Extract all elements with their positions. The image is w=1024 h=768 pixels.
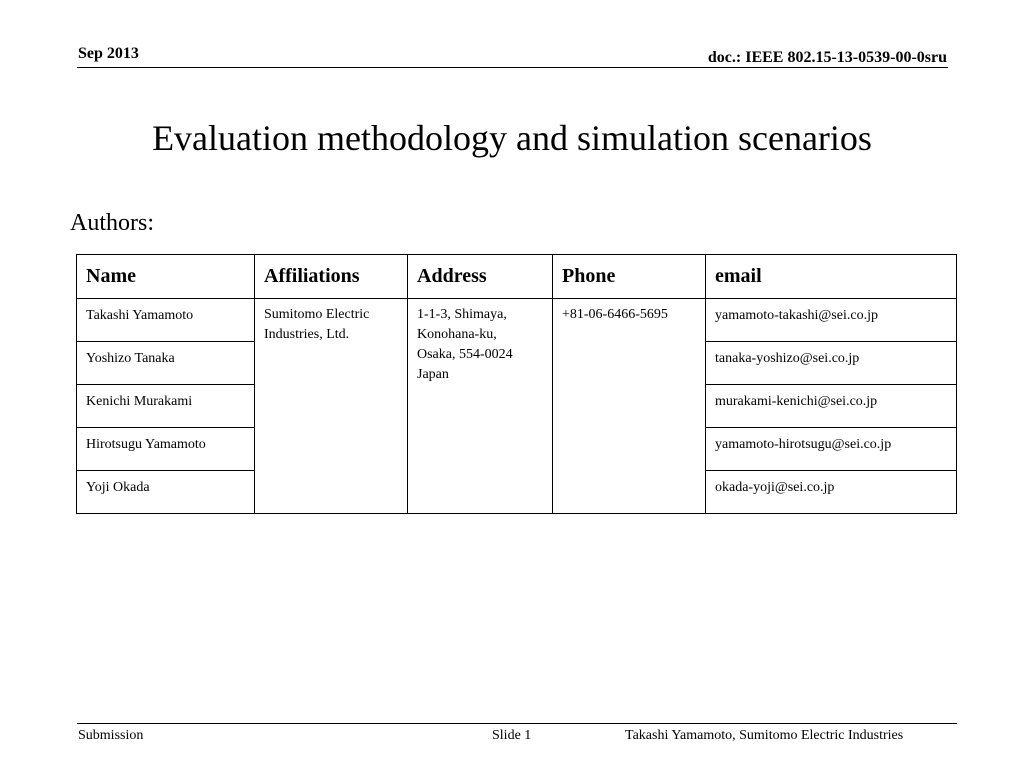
author-email: okada-yoji@sei.co.jp [706,471,957,514]
address-line: 1-1-3, Shimaya, [417,307,507,322]
column-header-name: Name [77,255,255,299]
address-line: Japan [417,367,449,382]
author-name: Takashi Yamamoto [77,299,255,342]
authors-table [76,254,957,514]
author-name: Yoji Okada [77,471,255,514]
author-email: yamamoto-hirotsugu@sei.co.jp [706,428,957,471]
slide-title: Evaluation methodology and simulation scenarios [152,118,872,158]
footer-author: Takashi Yamamoto, Sumitomo Electric Industries [625,728,904,743]
footer-slide-number: Slide 1 [492,728,532,743]
author-email: murakami-kenichi@sei.co.jp [706,385,957,428]
author-name: Yoshizo Tanaka [77,342,255,385]
affiliation-cell: Sumitomo Electric Industries, Ltd. [255,299,408,514]
author-name: Kenichi Murakami [77,385,255,428]
header-divider [77,67,948,68]
header-doc-id: doc.: IEEE 802.15-13-0539-00-0sru [707,49,947,66]
column-header-phone: Phone [553,255,706,299]
authors-label: Authors: [70,210,154,236]
author-email: yamamoto-takashi@sei.co.jp [706,299,957,342]
table-row [77,299,957,342]
column-header-affiliations: Affiliations [255,255,408,299]
address-line: Konohana-ku, [417,327,497,342]
column-header-address: Address [408,255,553,299]
footer-divider [77,723,957,724]
footer-submission: Submission [78,728,144,743]
phone-cell: +81-06-6466-5695 [553,299,706,514]
header-date: Sep 2013 [78,45,139,62]
address-line: Osaka, 554-0024 [417,347,513,362]
table-header-row [77,255,957,299]
column-header-email: email [706,255,957,299]
author-email: tanaka-yoshizo@sei.co.jp [706,342,957,385]
address-cell [408,299,553,514]
author-name: Hirotsugu Yamamoto [77,428,255,471]
